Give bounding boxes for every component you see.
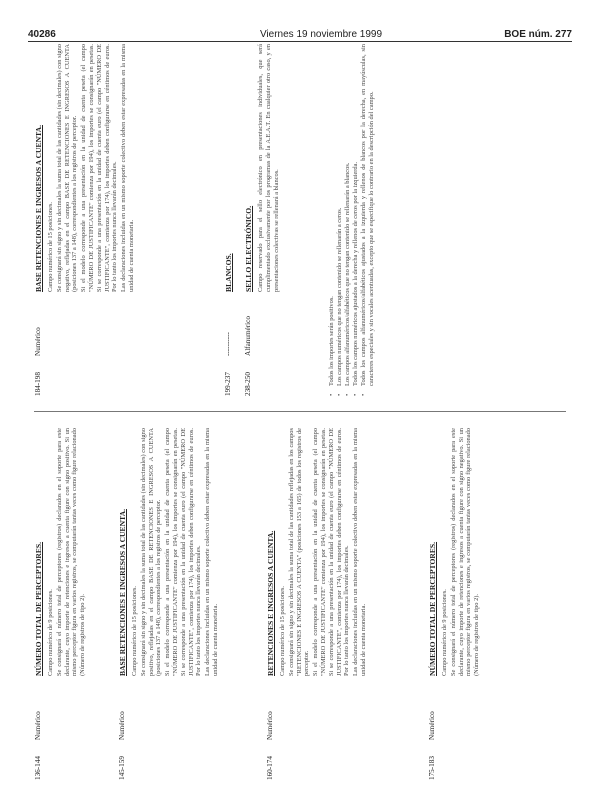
field-positions: 136-144 — [34, 756, 42, 780]
field-paragraph: Las declaraciones incluidas en un mismo soporte colectivo deben estar expresadas en la misma unidad de cuenta monetaria. — [204, 428, 219, 676]
field-paragraph: Se consignará sin signo y sin decimales la suma total de las cantidades reflejadas en los campos "RETENCIONES E INGRESOS A CUENTA" (posiciones 153 a 165) de todos los registros de perceptor. — [287, 428, 311, 676]
field-positions: 184-198 — [34, 372, 42, 396]
field-type: Alfanumérico — [244, 316, 252, 356]
field-type: Numérico — [34, 711, 42, 740]
right-column — [28, 44, 572, 396]
note-item: • Todos los importes serán positivos. — [328, 44, 336, 396]
field-paragraph: Campo numérico de 9 posiciones. — [47, 589, 54, 676]
field-type: Numérico — [428, 711, 436, 740]
field-paragraph: Campo numérico de 15 posiciones. — [279, 586, 286, 676]
field-description — [34, 428, 88, 676]
field-title: NÚMERO TOTAL DE PERCEPTORES. — [34, 541, 43, 676]
field-paragraph: Campo reservado para el sello electrónico en presentaciones individuales, que será cumplimentado exclusivamente por los programas de la A.E.A.T. En cualquier otro caso, y en presentaciones colectivas se rellenará a blancos. — [257, 44, 280, 292]
note-item: • Los campos alfanuméricos/alfabéticos que no tengan contenido se rellenarán a blancos. — [344, 44, 352, 396]
field-paragraph: Campo numérico de 15 posiciones. — [47, 202, 54, 292]
field-title: BASE RETENCIONES E INGRESOS A CUENTA. — [118, 509, 127, 676]
field-paragraph: Campo numérico de 15 posiciones. — [131, 586, 138, 676]
field-paragraph: Se consignará sin signo y sin decimales la suma total de las cantidades (sin decimales) con signo negativo, reflejadas en el campo BASE DE RETENCIONES E INGRESOS A CUENTA (posiciones 137 a 148), correspondientes a los registros de perceptor. — [55, 44, 79, 292]
field-positions: 238-250 — [244, 372, 252, 396]
field-description — [428, 428, 482, 676]
header-rule — [28, 41, 572, 42]
note-item: • Los campos numéricos que no tengan contenido se rellenarán a ceros. — [336, 44, 344, 396]
field-description — [118, 428, 221, 676]
field-paragraph: Si el modelo corresponde a una presentación en la unidad de cuenta peseta (el campo "NÚMERO DE JUSTIFICANTE" comienza por 194), los importes se consignarán en pesetas. Si se corresponde a una presentación en la unidad de cuenta euro (el campo "NÚMERO DE JUSTIFICANTE", comienza por 174), los importes deben configurarse en céntimos de euros. Por lo tanto los importes nunca llevarán decimales. — [312, 428, 351, 676]
field-type: Numérico — [118, 711, 126, 740]
field-description — [224, 44, 237, 292]
field-type: Numérico — [266, 711, 274, 740]
notes-list — [328, 44, 376, 396]
field-paragraph: Si el modelo corresponde a una presentación en la unidad de cuenta peseta (el campo "NÚMERO DE JUSTIFICANTE" comienza por 194), los importes se consignarán en pesetas. Si se corresponde a una presentación en la unidad de cuenta euro (el campo "NÚMERO DE JUSTIFICANTE", comienza por 174), los importes deben configurarse en céntimos de euros. Por lo tanto los importes nunca llevarán decimales. — [80, 44, 119, 292]
field-title: BLANCOS. — [224, 253, 233, 292]
note-item: • Todos los campos alfanuméricos/alfabéticos ajustados a la izquierda y rellenos de blancos por la derecha, en mayúsculas, sin caracteres especiales y sin vocales acentuadas, excepto que se especifique lo contrario en la descripción del campo. — [360, 44, 376, 396]
field-description — [266, 428, 369, 676]
field-type: ---------- — [224, 332, 232, 356]
general-notes — [328, 44, 376, 396]
field-title: BASE RETENCIONES E INGRESOS A CUENTA. — [34, 125, 43, 292]
field-paragraph: Se consignará el número total de perceptores (registros) declarados en el soporte para este declarante, cuyo importe de retenciones e ingresos a cuenta figure con signo positivo. Si un mismo perceptor figura en varios registros, se computarán tantas veces como figure relacionado (Número de registros de tipo 2). — [55, 428, 87, 676]
column-divider — [34, 411, 566, 412]
field-positions: 145-159 — [118, 756, 126, 780]
field-title: RETENCIONES E INGRESOS A CUENTA. — [266, 530, 275, 676]
field-type: Numérico — [34, 327, 42, 356]
field-paragraph: Si el modelo corresponde a una presentación en la unidad de cuenta peseta (el campo "NÚMERO DE JUSTIFICANTE" comienza por 194), los importes se consignarán en pesetas. Si se corresponde a una presentación en la unidad de cuenta euro (el campo "NÚMERO DE JUSTIFICANTE", comienza por 174), los importes deben configurarse en céntimos de euros. Por lo tanto los importes nunca llevarán decimales. — [164, 428, 203, 676]
field-description — [244, 44, 281, 292]
field-title: NÚMERO TOTAL DE PERCEPTORES. — [428, 541, 437, 676]
rotated-page-body — [28, 44, 572, 780]
note-item: • Todos los campos numéricos ajustados a la derecha y rellenos de ceros por la izquierda. — [352, 44, 360, 396]
page-header — [0, 0, 600, 40]
field-paragraph: Campo numérico de 9 posiciones. — [441, 589, 448, 676]
field-paragraph: Se consignará sin signo y sin decimales la suma total de las cantidades (sin decimales) con signo positivo, reflejadas en el campo BASE DE RETENCIONES E INGRESOS A CUENTA (posiciones 137 a 148), correspondientes a los registros de perceptor. — [139, 428, 163, 676]
field-description — [34, 44, 137, 292]
left-column — [28, 428, 572, 780]
field-positions: 160-174 — [266, 756, 274, 780]
issue-date: Viernes 19 noviembre 1999 — [259, 29, 383, 40]
field-paragraph: Las declaraciones incluidas en un mismo soporte colectivo deben estar expresadas en la misma unidad de cuenta monetaria. — [120, 44, 135, 292]
page-number: 40286 — [28, 29, 56, 40]
field-positions: 175-183 — [428, 756, 436, 780]
field-paragraph: Se consignará el número total de perceptores (registros) declarados en el soporte para este declarante, cuyo importe de retenciones e ingresos a cuenta figure con signo negativo. Si un mismo perceptor figura en varios registros, se computarán tantas veces como figure relacionado (Número de registros de tipo 2). — [449, 428, 481, 676]
field-paragraph: Las declaraciones incluidas en un mismo soporte colectivo deben estar expresadas en la misma unidad de cuenta monetaria. — [352, 428, 367, 676]
field-positions: 199-237 — [224, 372, 232, 396]
field-title: SELLO ELECTRÓNICO. — [244, 205, 253, 292]
journal-issue: BOE núm. 277 — [504, 29, 572, 40]
